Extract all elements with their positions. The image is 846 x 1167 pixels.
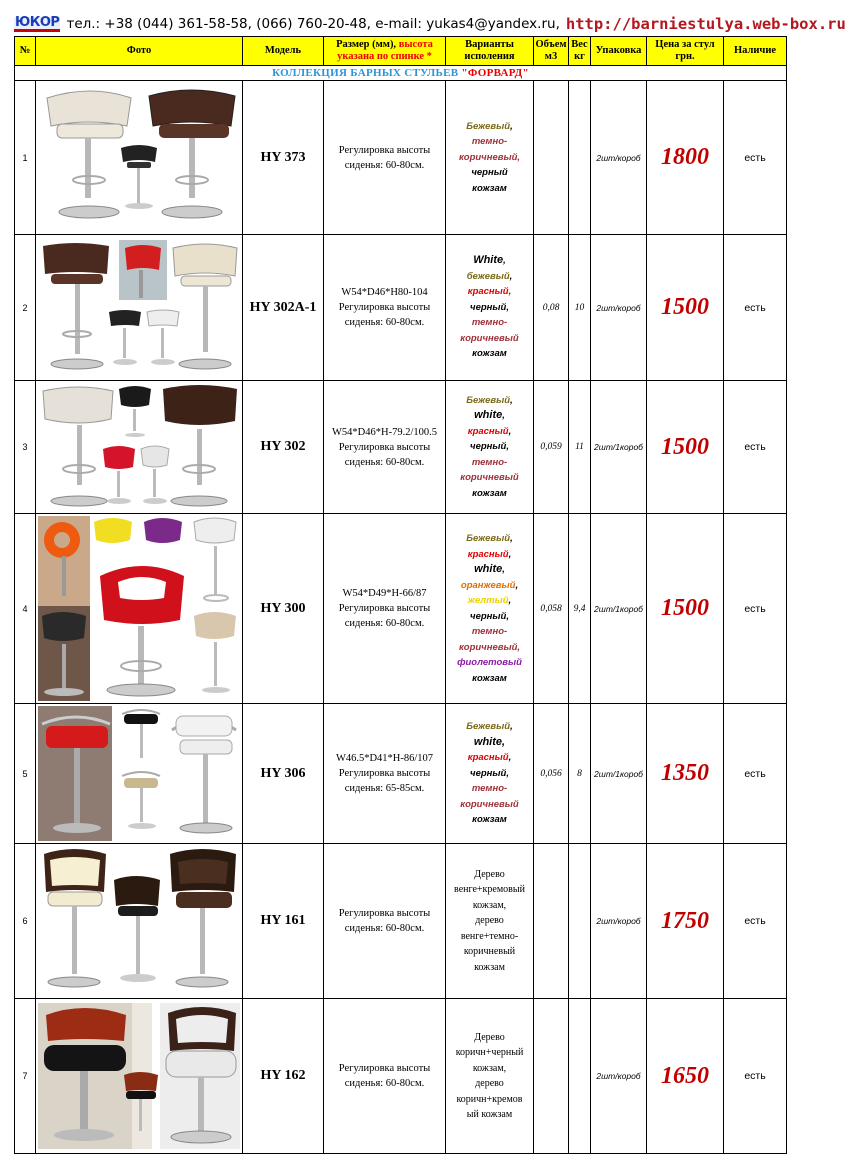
variant-color: Бежевый,: [466, 721, 513, 733]
model-name: HY 302: [243, 381, 324, 514]
volume-value: [534, 81, 569, 235]
weight-value: [569, 999, 591, 1154]
variant-color: темно-: [471, 136, 508, 148]
row-number: 1: [15, 81, 36, 235]
variant-color: красный,: [467, 752, 512, 764]
size-line: сиденья: 60-80см.: [344, 317, 425, 328]
weight-value: 10: [569, 235, 591, 381]
volume-value: 0,08: [534, 235, 569, 381]
table-row: [15, 844, 787, 999]
volume-value: 0,056: [534, 704, 569, 844]
variant-color: темно-: [471, 626, 508, 637]
variant-list: [446, 235, 534, 381]
variant-line: коричн+черный: [455, 1047, 524, 1058]
collection-title: [15, 66, 787, 81]
table-row: [15, 81, 787, 235]
variant-list: [446, 999, 534, 1154]
chair-photo: [36, 999, 243, 1154]
variant-color: кожзам: [472, 814, 507, 826]
variant-color: красный,: [467, 425, 512, 437]
col-size-label: Размер (мм),: [336, 39, 397, 50]
availability-value: есть: [724, 999, 787, 1154]
col-price: Цена за стул грн.: [647, 37, 724, 66]
col-weight: Вес кг: [569, 37, 591, 66]
packaging-value: 2шт/1короб: [591, 704, 647, 844]
size-line: Регулировка высоты: [338, 768, 431, 779]
table-row: [15, 514, 787, 704]
price-value: 1350: [647, 704, 724, 844]
variant-line: кожзам,: [472, 1062, 507, 1074]
availability-value: есть: [724, 235, 787, 381]
weight-value: [569, 844, 591, 999]
price-value: 1500: [647, 381, 724, 514]
variant-color: фиолетовый: [457, 657, 522, 668]
collection-name: "ФОРВАРД": [461, 67, 529, 79]
row-number: 3: [15, 381, 36, 514]
col-variants: Варианты исполения: [446, 37, 534, 66]
variant-line: Дерево: [474, 868, 505, 880]
size-line: сиденья: 60-80см.: [344, 923, 425, 934]
size-line: сиденья: 60-80см.: [344, 456, 425, 468]
table-row: [15, 381, 787, 514]
col-size: [324, 37, 446, 66]
chair-photo: [36, 381, 243, 514]
packaging-value: 2шт/короб: [591, 235, 647, 381]
variant-color: коричневый: [460, 332, 519, 344]
model-name: HY 302A-1: [243, 235, 324, 381]
volume-value: [534, 999, 569, 1154]
variant-color: оранжевый,: [460, 579, 519, 591]
variant-color: кожзам: [472, 487, 507, 499]
size-spec: [324, 514, 446, 704]
variant-list: [446, 704, 534, 844]
availability-value: есть: [724, 514, 787, 704]
price-value: 1650: [647, 999, 724, 1154]
contacts-text: тел.: +38 (044) 361-58-58, (066) 760-20-48, e-mail: yukas4@yandex.ru,: [66, 16, 560, 32]
size-line: сиденья: 60-80см.: [344, 618, 425, 629]
site-link[interactable]: http://barniestulya.web-box.ru: [565, 15, 846, 33]
size-line: сиденья: 60-80см.: [344, 1078, 425, 1089]
variant-line: кожзам,: [472, 899, 507, 911]
variant-line: коричн+кремов: [456, 1093, 523, 1105]
size-line: Регулировка высоты: [338, 302, 431, 313]
col-model: Модель: [243, 37, 324, 66]
price-value: 1800: [647, 81, 724, 235]
collection-prefix: КОЛЛЕКЦИЯ БАРНЫХ СТУЛЬЕВ: [272, 67, 462, 79]
row-number: 2: [15, 235, 36, 381]
volume-value: 0,058: [534, 514, 569, 704]
weight-value: [569, 81, 591, 235]
size-line: Регулировка высоты: [338, 1063, 431, 1074]
variant-color: красный,: [467, 548, 512, 560]
variant-color: черный,: [470, 441, 509, 453]
size-line: W46.5*D41*H-86/107: [335, 753, 434, 764]
weight-value: 9,4: [569, 514, 591, 704]
chair-photo: [36, 81, 243, 235]
variant-color: white,: [474, 409, 505, 422]
variant-color: черный,: [470, 301, 509, 313]
packaging-value: 2шт/короб: [591, 999, 647, 1154]
variant-color: кожзам: [472, 182, 507, 194]
model-name: HY 161: [243, 844, 324, 999]
chair-photo: [36, 514, 243, 704]
variant-line: венге+кремовый: [454, 884, 525, 896]
price-value: 1500: [647, 235, 724, 381]
variant-color: темно-: [471, 317, 508, 329]
variant-color: Бежевый,: [466, 394, 513, 406]
size-line: сиденья: 60-80см.: [344, 159, 425, 171]
variant-color: черный,: [470, 610, 509, 622]
price-table: [14, 36, 787, 1154]
variant-color: коричневый: [460, 798, 519, 810]
variant-color: White,: [473, 254, 506, 267]
row-number: 5: [15, 704, 36, 844]
collection-row: [15, 66, 787, 81]
row-number: 7: [15, 999, 36, 1154]
size-spec: [324, 999, 446, 1154]
size-spec: [324, 704, 446, 844]
weight-value: 8: [569, 704, 591, 844]
variant-line: ый кожзам: [466, 1109, 513, 1120]
variant-color: white,: [474, 563, 505, 575]
variant-color: желтый,: [467, 595, 512, 606]
size-line: W54*D46*H-79.2/100.5: [332, 426, 437, 438]
col-photo: Фото: [36, 37, 243, 66]
size-spec: [324, 235, 446, 381]
variant-color: темно-: [471, 456, 508, 468]
availability-value: есть: [724, 704, 787, 844]
chair-photo: [36, 704, 243, 844]
variant-color: коричневый,: [458, 151, 521, 163]
table-row: [15, 999, 787, 1154]
size-line: Регулировка высоты: [338, 144, 431, 156]
variant-color: кожзам: [472, 348, 507, 360]
col-pack: Упаковка: [591, 37, 647, 66]
variant-line: дерево: [475, 915, 504, 927]
size-line: W54*D49*H-66/87: [342, 588, 427, 599]
variant-list: [446, 81, 534, 235]
variant-color: Бежевый,: [466, 533, 513, 544]
size-line: Регулировка высоты: [338, 908, 431, 919]
packaging-value: 2шт/1короб: [591, 514, 647, 704]
variant-color: черный: [471, 167, 508, 179]
model-name: HY 373: [243, 81, 324, 235]
variant-color: красный,: [467, 286, 512, 298]
col-size-note: указана по спинке *: [337, 51, 432, 62]
model-name: HY 162: [243, 999, 324, 1154]
variant-color: коричневый,: [458, 641, 521, 653]
header-bar: [14, 12, 846, 36]
table-row: [15, 235, 787, 381]
size-line: Регулировка высоты: [338, 603, 431, 614]
variant-color: бежевый,: [466, 270, 513, 282]
availability-value: есть: [724, 381, 787, 514]
variant-color: коричневый: [460, 472, 519, 484]
variant-line: кожзам: [474, 961, 505, 973]
row-number: 4: [15, 514, 36, 704]
variant-list: [446, 844, 534, 999]
variant-list: [446, 514, 534, 704]
table-header-row: [15, 37, 787, 66]
variant-list: [446, 381, 534, 514]
company-logo: ЮКОР: [15, 14, 60, 30]
size-spec: [324, 381, 446, 514]
model-name: HY 306: [243, 704, 324, 844]
packaging-value: 2шт/1короб: [591, 381, 647, 514]
variant-color: темно-: [471, 783, 508, 795]
col-volume: Объем м3: [534, 37, 569, 66]
table-row: [15, 704, 787, 844]
variant-color: Бежевый,: [466, 120, 513, 132]
chair-photo: [36, 235, 243, 381]
variant-color: черный,: [470, 767, 509, 779]
chair-photo: [36, 844, 243, 999]
availability-value: есть: [724, 81, 787, 235]
variant-line: дерево: [475, 1078, 504, 1089]
row-number: 6: [15, 844, 36, 999]
packaging-value: 2шт/короб: [591, 844, 647, 999]
price-value: 1750: [647, 844, 724, 999]
availability-value: есть: [724, 844, 787, 999]
variant-line: Дерево: [474, 1031, 505, 1043]
size-spec: [324, 81, 446, 235]
variant-line: венге+темно-: [460, 930, 519, 942]
price-value: 1500: [647, 514, 724, 704]
volume-value: 0,059: [534, 381, 569, 514]
volume-value: [534, 844, 569, 999]
model-name: HY 300: [243, 514, 324, 704]
packaging-value: 2шт/короб: [591, 81, 647, 235]
size-line: W54*D46*H80-104: [341, 287, 428, 298]
size-line: сиденья: 65-85см.: [344, 783, 425, 794]
weight-value: 11: [569, 381, 591, 514]
size-line: Регулировка высоты: [338, 441, 431, 453]
size-spec: [324, 844, 446, 999]
col-num: №: [15, 37, 36, 66]
variant-color: кожзам: [472, 672, 507, 684]
variant-line: коричневый: [463, 946, 516, 958]
variant-color: white,: [473, 735, 506, 748]
col-avail: Наличие: [724, 37, 787, 66]
col-size-height: высота: [398, 39, 433, 50]
